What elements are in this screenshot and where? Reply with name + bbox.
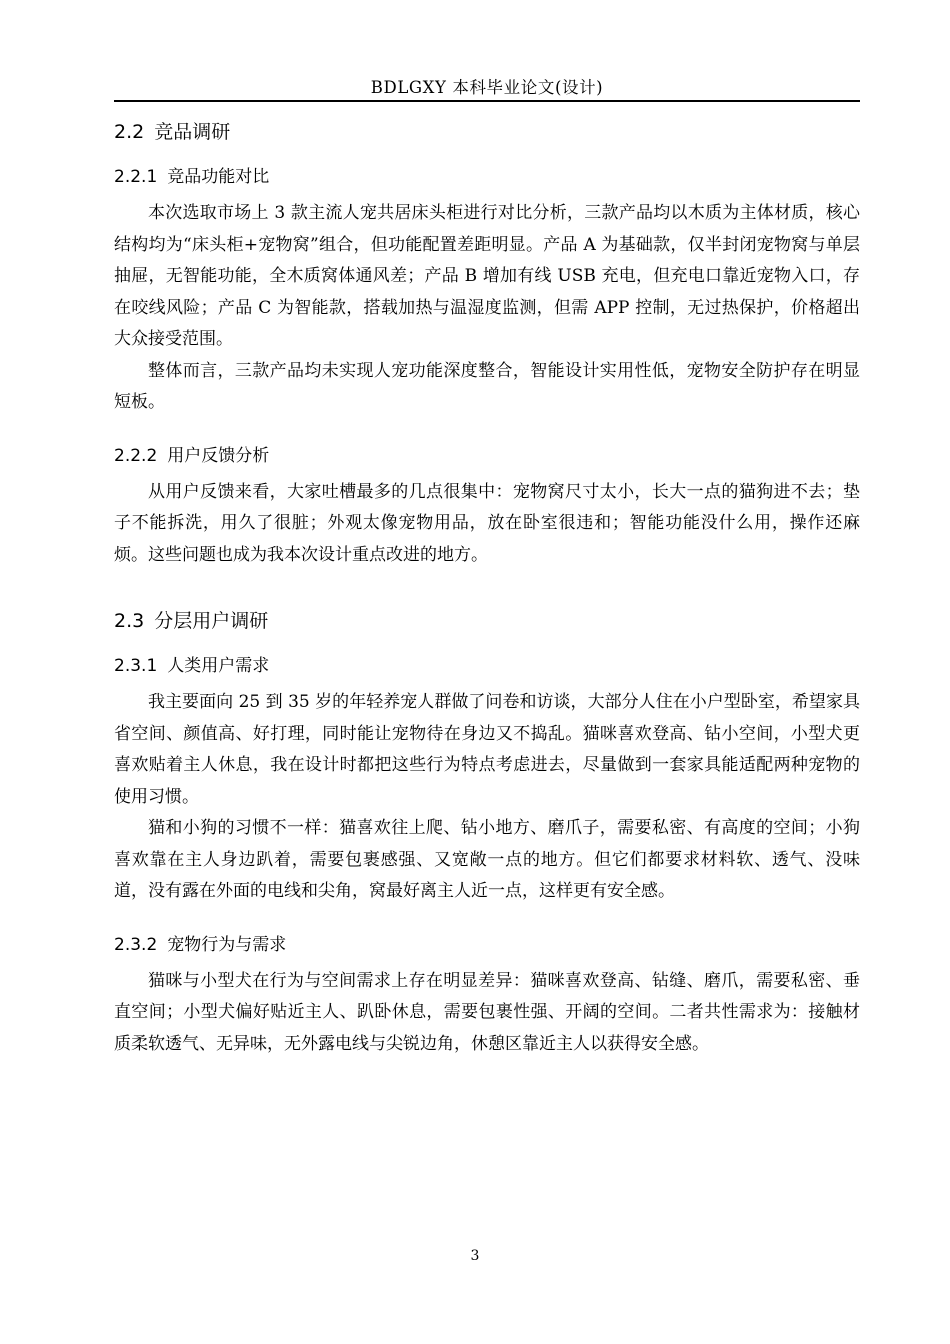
section-title: 分层用户调研	[154, 610, 269, 632]
section-number: 2.2.1	[114, 167, 158, 187]
header-rule	[114, 100, 860, 102]
section-number: 2.3	[114, 610, 145, 632]
section-title: 宠物行为与需求	[167, 934, 287, 955]
section-title: 用户反馈分析	[167, 445, 270, 466]
section-heading-2-2	[114, 118, 860, 146]
paragraph: 整体而言，三款产品均未实现人宠功能深度整合，智能设计实用性低，宠物安全防护存在明显短板。	[114, 360, 860, 412]
section-number: 2.2.2	[114, 445, 158, 466]
paragraph: 本次选取市场上 3 款主流人宠共居床头柜进行对比分析，三款产品均以木质为主体材质，核心结构均为“床头柜+宠物窝”组合，但功能配置差距明显。产品 A 为基础款，仅半封闭宠物窝与单层抽屉，无智能功能，全木质窝体通风差；产品 B 增加有线 USB 充电，但充电口靠近宠物入口，存在咬线风险；产品 C 为智能款，搭载加热与温湿度监测，但需 APP 控制，无过热保护，价格超出大众接受范围。	[114, 203, 860, 349]
paragraph: 猫和小狗的习惯不一样：猫喜欢往上爬、钻小地方、磨爪子，需要私密、有高度的空间；小狗喜欢靠在主人身边趴着，需要包裹感强、又宽敞一点的地方。但它们都要求材料软、透气、没味道，没有露在外面的电线和尖角，窝最好离主人近一点，这样更有安全感。	[114, 818, 860, 901]
section-number: 2.3.2	[114, 934, 158, 955]
subsection-heading-2-2-2	[114, 443, 860, 469]
paragraph: 从用户反馈来看，大家吐槽最多的几点很集中：宠物窝尺寸太小，长大一点的猫狗进不去；垫子不能拆洗，用久了很脏；外观太像宠物用品，放在卧室很违和；智能功能没什么用，操作还麻烦。这些问题也成为我本次设计重点改进的地方。	[114, 481, 860, 565]
section-title: 竞品功能对比	[167, 167, 270, 187]
section-number: 2.2	[114, 121, 145, 143]
section-title: 人类用户需求	[167, 656, 270, 676]
paragraph: 我主要面向 25 到 35 岁的年轻养宠人群做了问卷和访谈，大部分人住在小户型卧室，希望家具省空间、颜值高、好打理，同时能让宠物待在身边又不捣乱。猫咪喜欢登高、钻小空间，小型犬更喜欢贴着主人休息，我在设计时都把这些行为特点考虑进去，尽量做到一套家具能适配两种宠物的使用习惯。	[114, 692, 860, 807]
subsection-heading-2-3-2	[114, 932, 860, 958]
subsection-heading-2-2-1	[114, 164, 860, 190]
running-header: BDLGXY 本科毕业论文(设计)	[370, 78, 604, 97]
paragraph: 猫咪与小型犬在行为与空间需求上存在明显差异：猫咪喜欢登高、钻缝、磨爪，需要私密、垂直空间；小型犬偏好贴近主人、趴卧休息，需要包裹性强、开阔的空间。二者共性需求为：接触材质柔软透气、无异味，无外露电线与尖锐边角，休憩区靠近主人以获得安全感。	[114, 970, 860, 1054]
page-number: 3	[470, 1248, 480, 1264]
subsection-heading-2-3-1	[114, 653, 860, 679]
section-title: 竞品调研	[154, 121, 231, 143]
section-number: 2.3.1	[114, 656, 158, 676]
section-heading-2-3	[114, 607, 860, 635]
page-body	[114, 112, 860, 1060]
